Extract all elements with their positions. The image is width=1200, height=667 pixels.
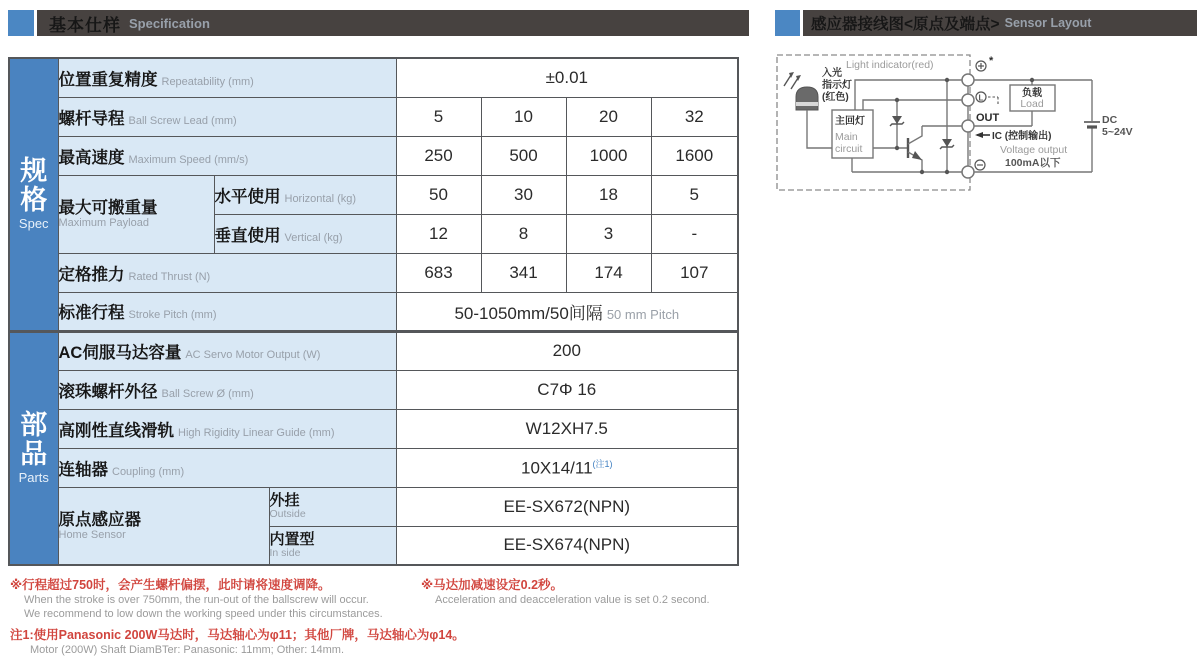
- value-cell: 50: [396, 175, 481, 214]
- note-reference: (注1): [592, 458, 613, 469]
- transistor-symbol: [908, 126, 922, 172]
- battery-icon: [1084, 122, 1100, 127]
- section-header-bar: [803, 10, 1197, 36]
- load-label-en: Load: [1020, 98, 1044, 110]
- group-label-en: Parts: [18, 470, 49, 486]
- table-row: [9, 97, 738, 136]
- dc-label: DC: [1102, 114, 1118, 126]
- specification-table: [8, 57, 739, 566]
- table-row: [9, 409, 738, 448]
- row-label-ball-screw-lead: 螺杆导程 Ball Screw Lead (mm): [58, 97, 396, 136]
- row-label-ball-screw-dia: 滚珠螺杆外径 Ball Screw Ø (mm): [58, 370, 396, 409]
- main-circuit-zh: 主回灯: [835, 116, 865, 127]
- value-coupling: 10X14/11$^{(注1)}$: [396, 448, 738, 487]
- led-label-zh: 指示灯: [822, 80, 852, 91]
- value-ball-screw-dia: C7Φ 16: [396, 370, 738, 409]
- junction-dot: [1030, 78, 1034, 82]
- group-char: 部: [20, 410, 48, 441]
- led-label-zh: (红色): [822, 92, 849, 103]
- group-char: 品: [20, 439, 48, 470]
- value-cell: 20: [566, 97, 651, 136]
- value-cell: 5: [396, 97, 481, 136]
- value-cell: 174: [566, 253, 651, 292]
- group-char: 格: [20, 185, 48, 216]
- section-title-zh: 感应器接线图<原点及端点>: [811, 16, 1000, 33]
- table-row: [9, 175, 738, 214]
- value-cell: 341: [481, 253, 566, 292]
- value-cell: -: [651, 214, 738, 253]
- value-servo-output: 200: [396, 331, 738, 370]
- row-label-rated-thrust: 定格推力 Rated Thrust (N): [58, 253, 396, 292]
- value-cell: 12: [396, 214, 481, 253]
- value-cell: 30: [481, 175, 566, 214]
- row-label-stroke: 标准行程 Stroke Pitch (mm): [58, 292, 396, 331]
- footnote-stroke: ※行程超过750时，会产生螺杆偏摆，此时请将速度调降。 When the stroke is over 750mm, the run-out of the ballscrew will occur. We recommend to low down the working speed under this circumstances.: [10, 578, 383, 620]
- led-indicator-icon: [784, 72, 818, 110]
- section-header-bar: [37, 10, 749, 36]
- value-cell: 1000: [566, 136, 651, 175]
- sublabel-vertical: 垂直使用 Vertical (kg): [214, 214, 396, 253]
- value-linear-guide: W12XH7.5: [396, 409, 738, 448]
- table-row: [9, 136, 738, 175]
- value-cell: 500: [481, 136, 566, 175]
- table-row: [9, 370, 738, 409]
- sublabel-horizontal: 水平使用 Horizontal (kg): [214, 175, 396, 214]
- value-cell: 32: [651, 97, 738, 136]
- svg-text:L: L: [978, 93, 984, 103]
- table-row: [9, 487, 738, 526]
- current-limit-label: 100mA以下: [1005, 157, 1061, 169]
- row-label-linear-guide: 高刚性直线滑轨 High Rigidity Linear Guide (mm): [58, 409, 396, 448]
- value-repeatability: ±0.01: [396, 58, 738, 97]
- load-label-zh: 负载: [1022, 88, 1042, 99]
- main-circuit-en: Main: [835, 131, 858, 143]
- row-label-max-speed: 最高速度 Maximum Speed (mm/s): [58, 136, 396, 175]
- value-cell: 683: [396, 253, 481, 292]
- row-label-max-payload: 最大可搬重量 Maximum Payload: [58, 175, 214, 253]
- value-cell: 107: [651, 253, 738, 292]
- value-cell: 18: [566, 175, 651, 214]
- blue-accent-square: [8, 10, 34, 36]
- section-title-zh: 基本仕样: [49, 15, 121, 35]
- group-label-en: Spec: [18, 216, 49, 232]
- plus-terminal-icon: [976, 61, 986, 71]
- group-char: 规: [20, 156, 48, 187]
- ic-output-label: IC (控制输出): [992, 131, 1052, 142]
- value-stroke: 50-1050mm/50间隔 50 mm Pitch: [396, 292, 738, 331]
- value-cell: 1600: [651, 136, 738, 175]
- star-mark: *: [989, 55, 994, 67]
- value-cell: 5: [651, 175, 738, 214]
- value-cell: 250: [396, 136, 481, 175]
- row-label-coupling: 连轴器 Coupling (mm): [58, 448, 396, 487]
- value-cell: 10: [481, 97, 566, 136]
- led-label-zh: 入光: [822, 68, 842, 79]
- section-header-specification: [8, 10, 749, 36]
- sublabel-outside: 外挂 Outside: [269, 487, 396, 526]
- light-select-terminal-icon: [976, 92, 998, 106]
- row-label-home-sensor: 原点感应器 Home Sensor: [58, 487, 269, 565]
- table-row: [9, 331, 738, 370]
- row-label-repeatability: 位置重复精度 Repeatability (mm): [58, 58, 396, 97]
- ic-output-arrow-icon: [975, 132, 990, 138]
- sublabel-inside: 内置型 In side: [269, 526, 396, 565]
- section-title-en: Sensor Layout: [1004, 16, 1092, 30]
- table-row: [9, 448, 738, 487]
- sensor-wiring-diagram: [770, 45, 1200, 210]
- led-label-en: Light indicator(red): [846, 59, 934, 71]
- minus-terminal-icon: [975, 160, 985, 170]
- value-sensor-outside: EE-SX672(NPN): [396, 487, 738, 526]
- value-cell: 3: [566, 214, 651, 253]
- row-label-servo-output: AC伺服马达容量 AC Servo Motor Output (W): [58, 331, 396, 370]
- table-row: [9, 292, 738, 331]
- table-row: [9, 58, 738, 97]
- footnote-acceleration: ※马达加减速设定0.2秒。 Acceleration and deacceleration value is set 0.2 second.: [421, 578, 710, 606]
- section-header-sensor-layout: [775, 10, 1197, 36]
- main-circuit-en: circuit: [835, 143, 863, 155]
- section-title-en: Specification: [129, 15, 210, 31]
- out-terminal-label: OUT: [976, 112, 1000, 124]
- footnote-motor-shaft: 注1:使用Panasonic 200W马达时，马达轴心为φ11；其他厂牌，马达轴心为φ14。 Motor (200W) Shaft DiamBTer: Panasonic: 11mm; Other: 14mm.: [10, 628, 465, 656]
- value-sensor-inside: EE-SX674(NPN): [396, 526, 738, 565]
- value-cell: 8: [481, 214, 566, 253]
- voltage-output-label: Voltage output: [1000, 144, 1068, 156]
- group-cell-spec: [9, 58, 58, 331]
- dc-voltage-label: 5~24V: [1102, 126, 1133, 138]
- group-cell-parts: [9, 331, 58, 565]
- blue-accent-square: [775, 10, 800, 36]
- table-row: [9, 253, 738, 292]
